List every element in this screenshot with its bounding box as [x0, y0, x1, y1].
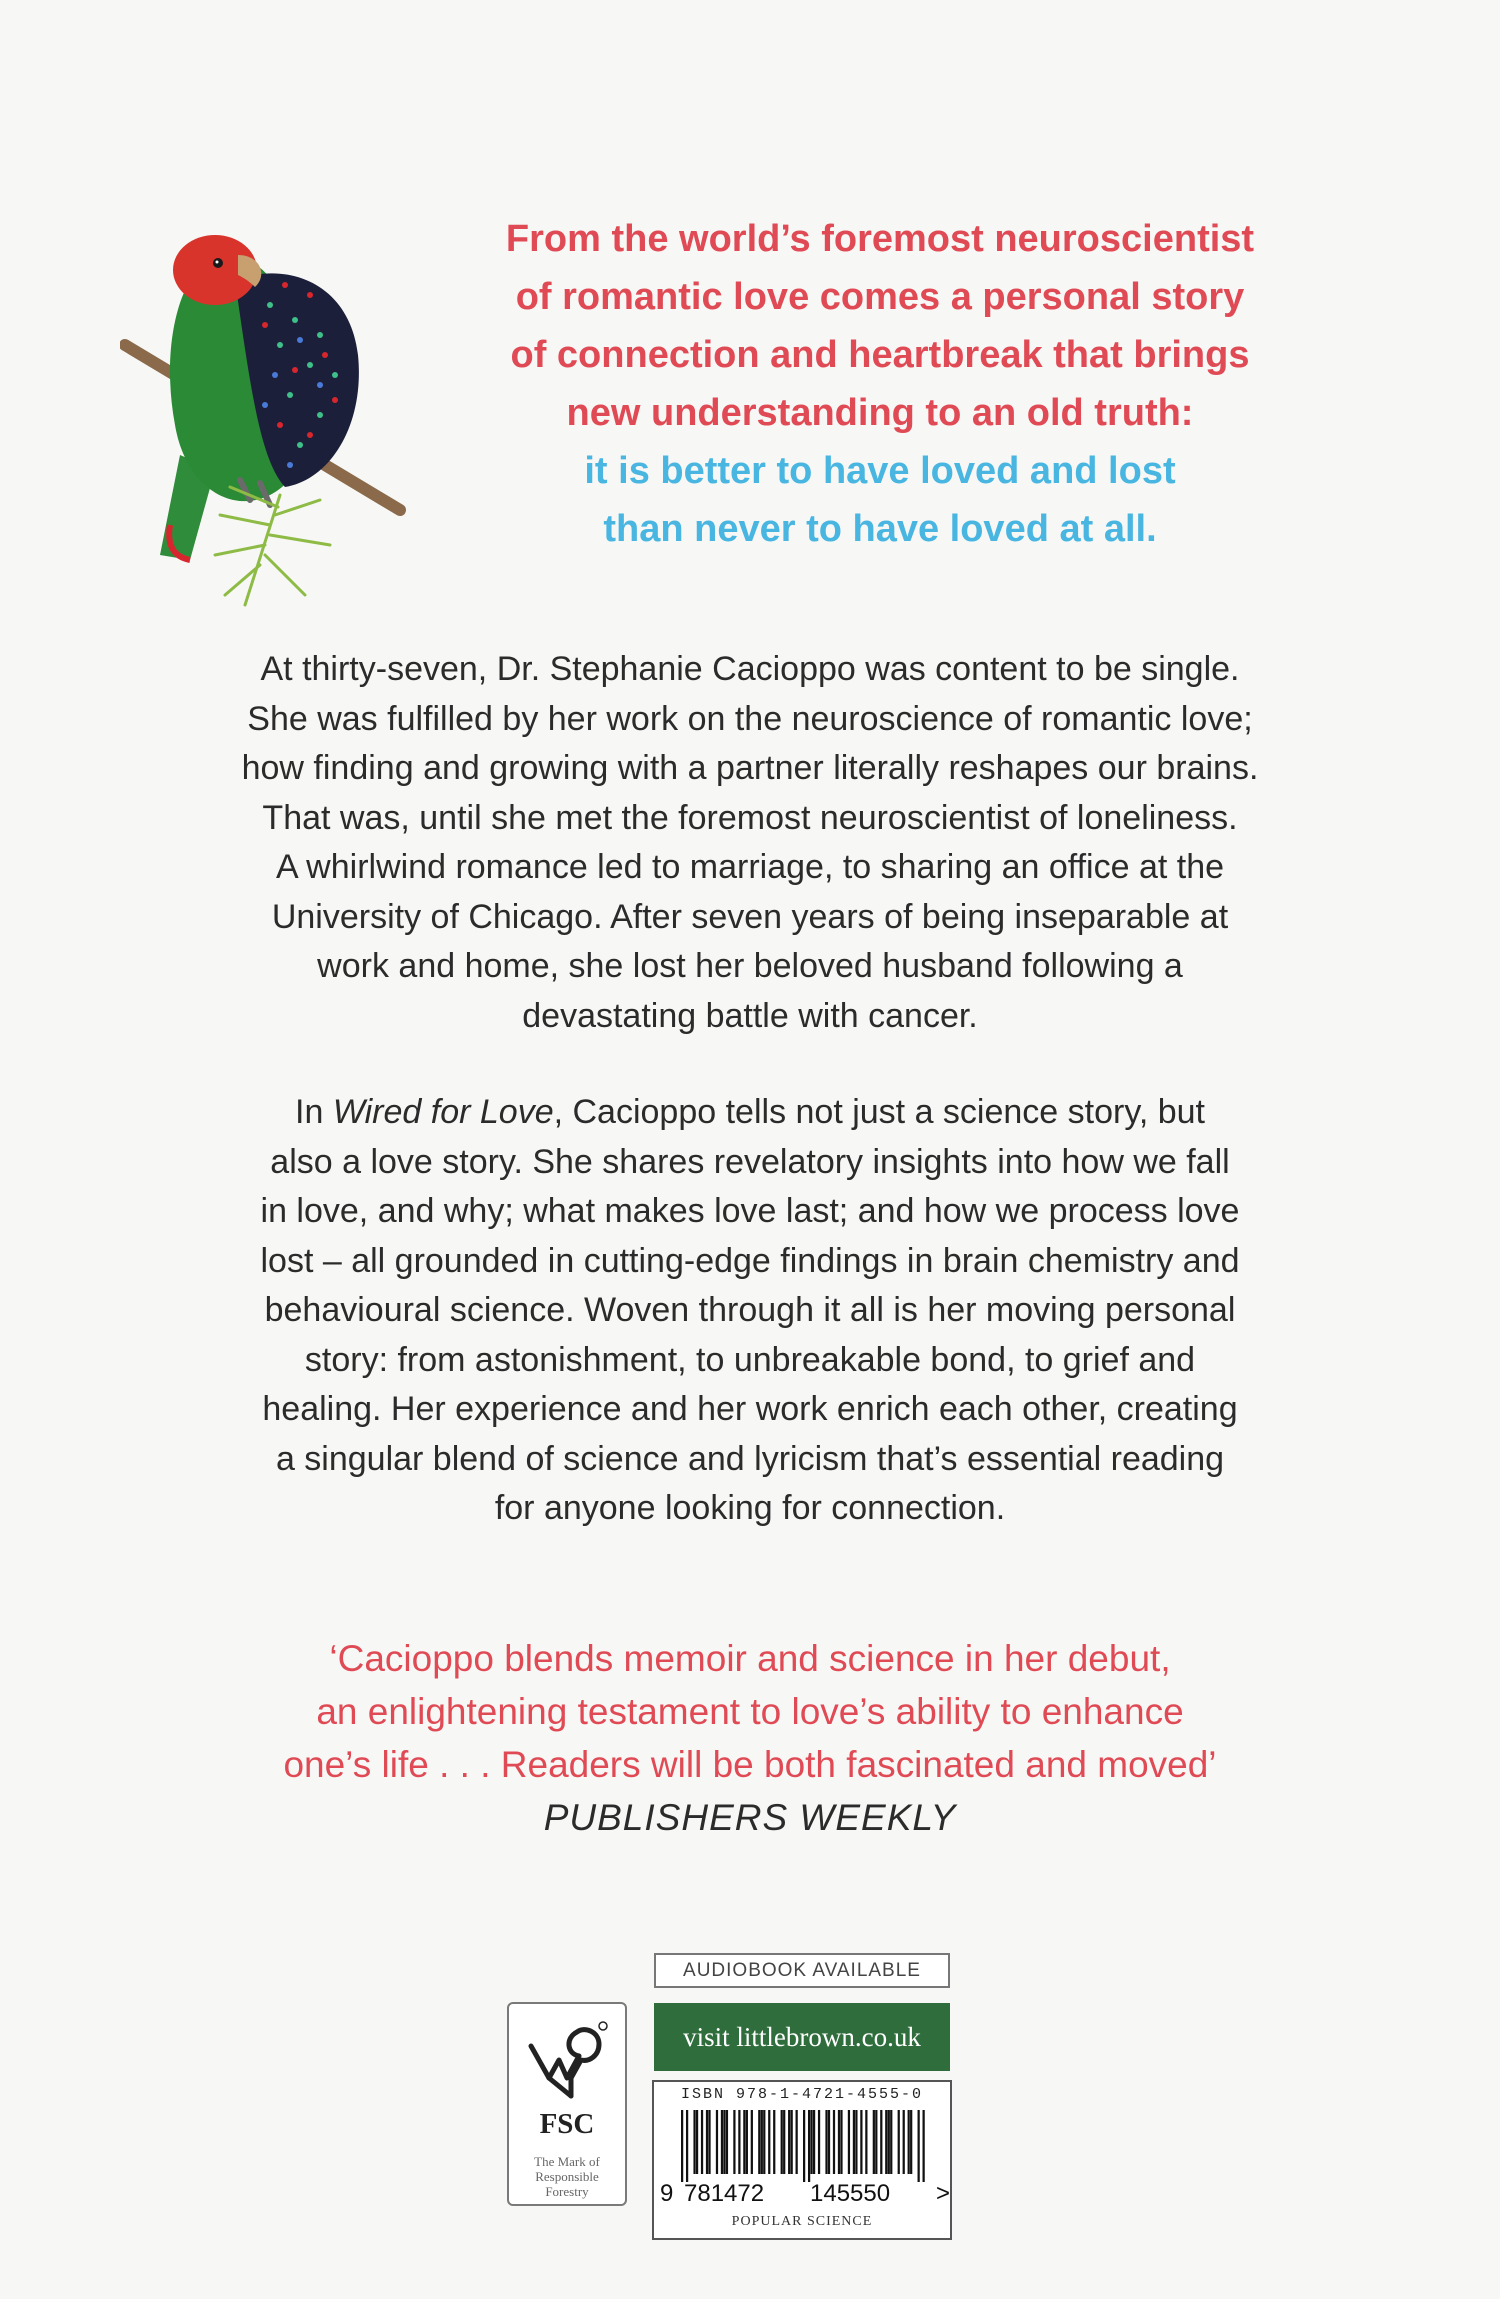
blurb-line: how finding and growing with a partner literally reshapes our brains. — [241, 749, 1259, 787]
barcode-bar — [840, 2110, 842, 2174]
barcode-bar — [860, 2110, 862, 2174]
barcode-bar — [761, 2110, 763, 2174]
blurb-line: lost – all grounded in cutting-edge findings in brain chemistry and — [260, 1241, 1240, 1280]
barcode-bars — [681, 2110, 925, 2182]
website-label: visit littlebrown.co.uk — [654, 2003, 950, 2071]
blurb-paragraph-2 — [160, 1088, 1340, 1534]
blurb-paragraph-1 — [160, 645, 1340, 1041]
book-title: Wired for Love — [332, 1093, 554, 1131]
barcode-bar — [708, 2110, 710, 2174]
barcode-bar — [865, 2110, 867, 2174]
barcode-bar — [746, 2110, 748, 2174]
barcode-bar — [875, 2110, 877, 2174]
blurb-line: A whirlwind romance led to marriage, to sharing an office at the — [275, 848, 1225, 886]
blurb-line: behavioural science. Woven through it all is her moving personal — [264, 1291, 1236, 1329]
barcode-bar — [763, 2110, 765, 2174]
barcode-bar — [791, 2110, 793, 2174]
barcode-bar — [788, 2110, 790, 2174]
fsc-label: FSC — [539, 2108, 595, 2140]
blurb-line: devastating battle with cancer. — [522, 996, 978, 1035]
barcode-bar — [848, 2110, 850, 2174]
barcode-bar — [796, 2110, 798, 2174]
barcode-bar — [768, 2110, 770, 2174]
quote-source: PUBLISHERS WEEKLY — [543, 1797, 957, 1838]
barcode-digit-group: 145550 — [810, 2180, 891, 2207]
barcode-bar — [885, 2110, 887, 2174]
barcode-bar — [880, 2110, 882, 2174]
barcode-bar — [686, 2110, 688, 2182]
barcode-bar — [908, 2110, 910, 2174]
barcode-bar — [810, 2110, 812, 2174]
audiobook-label: AUDIOBOOK AVAILABLE — [654, 1953, 950, 1988]
fsc-mark-line: Responsible — [535, 2169, 599, 2184]
barcode-bar — [890, 2110, 892, 2174]
barcode-bar — [751, 2110, 753, 2174]
barcode-bar — [828, 2110, 830, 2174]
blurb-line: a singular blend of science and lyricism that’s essential reading — [275, 1439, 1225, 1478]
headline-line: new understanding to an old truth: — [566, 392, 1194, 434]
isbn-text: ISBN 978-1-4721-4555-0 — [680, 2086, 924, 2103]
quote-line: an enlightening testament to love’s ability to enhance — [316, 1691, 1184, 1732]
headline — [440, 210, 1320, 558]
barcode-bar — [838, 2110, 840, 2174]
barcode-bar — [716, 2110, 718, 2174]
blurb-line: healing. Her experience and her work enrich each other, creating — [262, 1390, 1238, 1428]
barcode-bar — [873, 2110, 875, 2174]
fsc-mark-text — [509, 2154, 625, 2199]
blurb-line: also a love story. She shares revelatory insights into how we fall — [270, 1142, 1230, 1181]
quote-line: one’s life . . . Readers will be both fascinated and moved’ — [283, 1744, 1217, 1785]
barcode-digit-lead: 9 — [660, 2180, 674, 2207]
barcode-bar — [833, 2110, 835, 2174]
fsc-tree-icon — [519, 2016, 615, 2106]
barcode-bar — [910, 2110, 912, 2174]
review-quote — [160, 1632, 1340, 1844]
barcode-bar — [813, 2110, 815, 2174]
blurb-text: In — [295, 1093, 333, 1131]
barcode-bar — [696, 2110, 698, 2174]
blurb-line: in love, and why; what makes love last; and how we process love — [260, 1192, 1240, 1230]
barcode-bar — [818, 2110, 820, 2174]
barcode-bar — [803, 2110, 805, 2182]
barcode-bar — [853, 2110, 855, 2174]
blurb-line: University of Chicago. After seven years of being inseparable at — [271, 897, 1229, 936]
barcode-bar — [888, 2110, 890, 2174]
headline-line: it is better to have loved and lost — [584, 450, 1176, 492]
parrot-illustration — [120, 225, 410, 610]
barcode-digit-tail: > — [936, 2180, 951, 2207]
barcode-bar — [738, 2110, 740, 2174]
headline-line: From the world’s foremost neuroscientist — [505, 218, 1255, 260]
barcode-bar — [681, 2110, 683, 2182]
book-category: POPULAR SCIENCE — [731, 2214, 873, 2229]
fsc-logo — [507, 2002, 627, 2206]
blurb-line: story: from astonishment, to unbreakable bond, to grief and — [304, 1340, 1196, 1379]
barcode-bar — [773, 2110, 775, 2174]
blurb-line: That was, until she met the foremost neuroscientist of loneliness. — [262, 798, 1238, 837]
barcode-bar — [706, 2110, 708, 2174]
headline-line: of romantic love comes a personal story — [515, 276, 1245, 318]
blurb-line: She was fulfilled by her work on the neuroscience of romantic love; — [247, 699, 1253, 738]
headline-line: of connection and heartbreak that brings — [510, 334, 1250, 376]
fsc-mark-line: The Mark of — [534, 2154, 600, 2169]
blurb-text: , Cacioppo tells not just a science story, but — [553, 1093, 1205, 1131]
quote-line: ‘Cacioppo blends memoir and science in her debut, — [329, 1638, 1171, 1679]
barcode-bar — [898, 2110, 900, 2174]
barcode-bar — [918, 2110, 920, 2182]
blurb-line: work and home, she lost her beloved husband following a — [317, 947, 1183, 985]
fsc-mark-line: Forestry — [545, 2184, 589, 2199]
barcode-bar — [903, 2110, 905, 2174]
barcode-bar — [693, 2110, 695, 2174]
barcode-bar — [743, 2110, 745, 2174]
barcode-bar — [783, 2110, 785, 2174]
headline-line: than never to have loved at all. — [603, 508, 1157, 550]
barcode-bar — [721, 2110, 723, 2174]
barcode-bar — [723, 2110, 725, 2174]
barcode-bar — [855, 2110, 857, 2174]
barcode-bar — [733, 2110, 735, 2174]
isbn-barcode — [652, 2080, 952, 2240]
blurb-line — [160, 1088, 1340, 1138]
blurb-line: At thirty-seven, Dr. Stephanie Cacioppo was content to be single. — [260, 650, 1240, 688]
barcode-digit-group: 781472 — [684, 2180, 765, 2207]
barcode-bar — [726, 2110, 728, 2174]
barcode-bar — [923, 2110, 925, 2182]
blurb-line: for anyone looking for connection. — [494, 1489, 1006, 1527]
barcode-bar — [825, 2110, 827, 2174]
barcode-bar — [701, 2110, 703, 2174]
barcode-bar — [808, 2110, 810, 2182]
barcode-bar — [758, 2110, 760, 2174]
barcode-bar — [781, 2110, 783, 2174]
